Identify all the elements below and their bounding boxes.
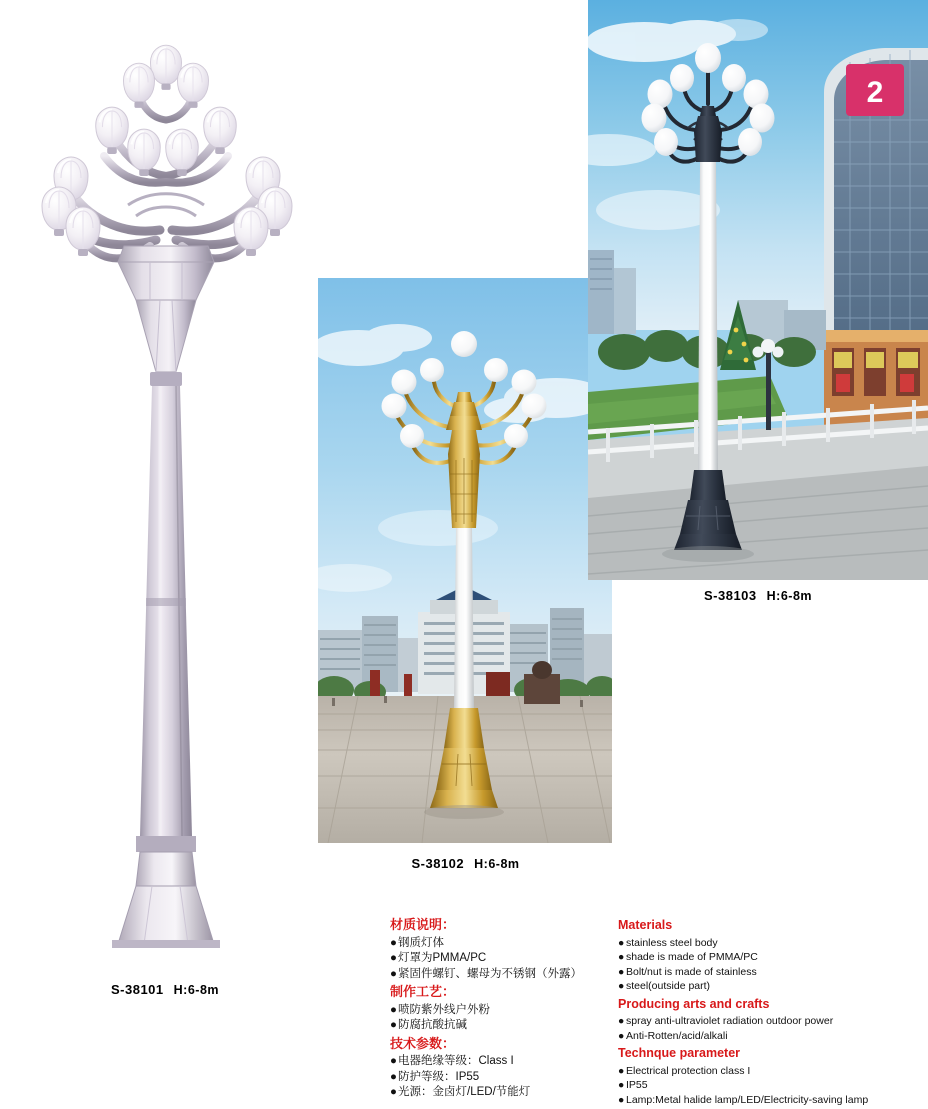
lamp-photo-s-38102 <box>318 278 612 843</box>
spec-text: 钢质灯体 <box>398 936 444 949</box>
bullet-icon: ● <box>390 1055 397 1067</box>
spec-text: Lamp:Metal halide lamp/LED/Electricity-saving lamp <box>626 1093 869 1106</box>
bullet-icon: ● <box>390 1003 397 1016</box>
spec-item <box>390 1085 610 1101</box>
product-s-38103 <box>588 0 928 620</box>
spec-text: 防腐抗酸抗碱 <box>398 1019 467 1031</box>
product-code-s-38101: S-38101 <box>110 982 164 997</box>
specs-english-column <box>618 918 918 1109</box>
lamp-photo-s-38103 <box>588 0 928 580</box>
bullet-icon: ● <box>618 951 625 963</box>
bullet-icon: ● <box>618 965 625 978</box>
specs-cn-crafts-list <box>390 1003 610 1034</box>
spec-item <box>390 967 610 983</box>
spec-item <box>390 1003 610 1019</box>
spec-item <box>618 1064 918 1079</box>
bullet-icon: ● <box>618 1029 625 1042</box>
bullet-icon: ● <box>618 936 625 949</box>
product-code-s-38103: S-38103 <box>703 588 757 603</box>
bullet-icon: ● <box>390 1086 397 1098</box>
spec-item <box>390 1054 610 1070</box>
spec-text: 喷防紫外线户外粉 <box>398 1003 490 1016</box>
spec-text: IP55 <box>626 1079 648 1091</box>
specs-cn-parameter-list <box>390 1054 610 1101</box>
spec-text: 电器绝缘等级：Class I <box>398 1055 514 1067</box>
product-height-s-38103: H:6-8m <box>766 589 813 603</box>
spec-item <box>618 1029 918 1044</box>
specs-en-materials-title: Materials <box>618 918 673 932</box>
specs-en-parameter-list <box>618 1064 918 1108</box>
spec-text: 灯罩为PMMA/PC <box>398 952 487 964</box>
spec-text: steel(outside part) <box>626 980 711 992</box>
spec-item <box>618 936 918 951</box>
spec-text: spray anti-ultraviolet radiation outdoor power <box>626 1015 834 1027</box>
bullet-icon: ● <box>618 1015 625 1027</box>
spec-text: Bolt/nut is made of stainless <box>626 965 757 978</box>
product-height-s-38102: H:6-8m <box>474 857 520 871</box>
product-code-s-38102: S-38102 <box>411 856 465 871</box>
spec-item <box>618 965 918 980</box>
spec-item <box>618 1078 918 1093</box>
spec-item <box>390 951 610 967</box>
spec-text: Electrical protection class I <box>626 1064 751 1077</box>
bullet-icon: ● <box>390 1070 397 1083</box>
spec-item <box>390 936 610 952</box>
bullet-icon: ● <box>618 1064 625 1077</box>
spec-item <box>618 979 918 994</box>
svg-text:2: 2 <box>866 76 884 109</box>
bullet-icon: ● <box>618 980 625 992</box>
bullet-icon: ● <box>618 1093 625 1106</box>
product-height-s-38101: H:6-8m <box>173 983 220 997</box>
spec-text: Anti-Rotten/acid/alkali <box>626 1029 728 1042</box>
product-s-38101 <box>0 0 330 1010</box>
spec-item <box>390 1070 610 1086</box>
spec-text: shade is made of PMMA/PC <box>626 951 758 963</box>
spec-text: 光源：金卤灯/LED/节能灯 <box>398 1086 531 1098</box>
caption-s-38101 <box>0 982 330 997</box>
specs-cn-materials-list <box>390 936 610 983</box>
specs-en-crafts-title: Producing arts and crafts <box>618 996 770 1011</box>
bullet-icon: ● <box>390 967 397 980</box>
spec-text: 紧固件螺钉、螺母为不锈钢（外露） <box>398 967 582 980</box>
bullet-icon: ● <box>618 1079 625 1091</box>
spec-item <box>618 1014 918 1029</box>
spec-item <box>390 1018 610 1034</box>
caption-s-38103 <box>588 588 928 603</box>
caption-s-38102 <box>318 856 613 871</box>
specs-cn-crafts-title: 制作工艺： <box>390 984 456 999</box>
specs-cn-materials-title: 材质说明： <box>390 917 456 932</box>
specs-chinese-column <box>390 918 610 1103</box>
spec-text: 防护等级：IP55 <box>398 1070 480 1083</box>
spec-item <box>618 950 918 965</box>
specs-cn-parameter-title: 技术参数： <box>390 1035 456 1051</box>
spec-text: stainless steel body <box>626 936 718 949</box>
product-s-38102 <box>318 278 613 878</box>
bullet-icon: ● <box>390 936 397 949</box>
specs-en-materials-list <box>618 936 918 994</box>
lamp-render-s-38101 <box>0 0 330 950</box>
bullet-icon: ● <box>390 1019 397 1031</box>
specs-en-crafts-list <box>618 1014 918 1043</box>
specs-en-parameter-title: Technque parameter <box>618 1046 741 1060</box>
bullet-icon: ● <box>390 952 397 964</box>
